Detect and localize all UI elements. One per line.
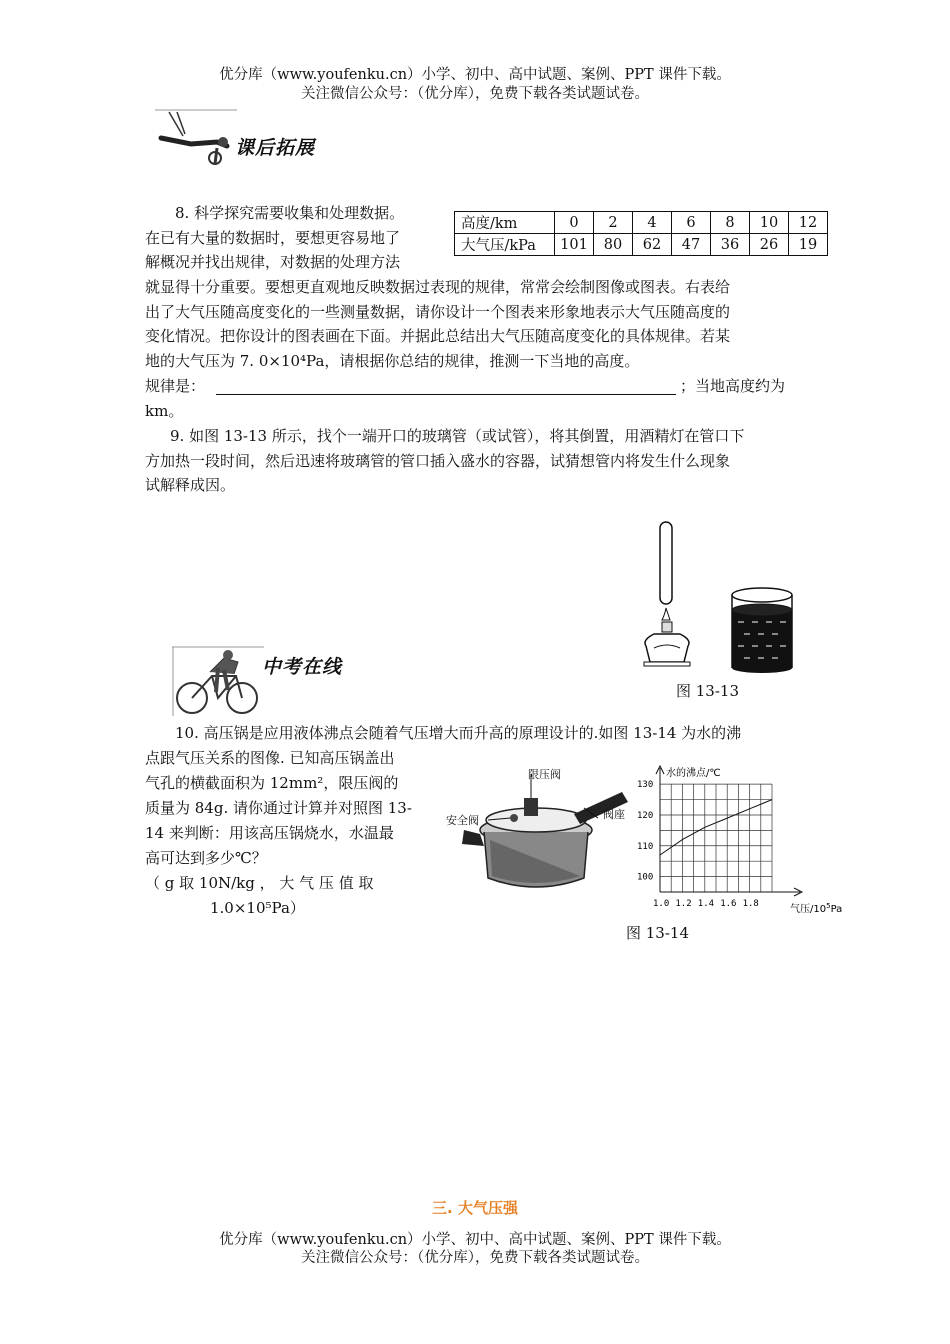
q8-line-1: 8. 科学探究需要收集和处理数据。 — [175, 204, 405, 222]
q8-rule-label: 规律是： — [145, 377, 206, 395]
table-cell: 4 — [633, 212, 672, 234]
q10-line-5: 14 来判断：用该高压锅烧水，水温最 — [145, 824, 394, 842]
chart-grid — [660, 784, 772, 892]
table-cell: 19 — [789, 234, 828, 256]
valve-seat-label: 阀座 — [603, 808, 625, 821]
q10-line-4: 质量为 84g. 请你通过计算并对照图 13- — [145, 799, 412, 817]
table-header-height: 高度/km — [455, 212, 555, 234]
q9-line-2: 方加热一段时间，然后迅速将玻璃管的管口插入盛水的容器，试猜想管内将发生什么现象 — [145, 452, 731, 470]
q10-line-6: 高可达到多少℃？ — [145, 849, 267, 867]
x-tick-label: 1.2 — [675, 899, 692, 909]
q9-line-3: 试解释成因。 — [145, 476, 236, 494]
x-tick-label: 1.6 — [720, 899, 737, 909]
table-cell: 0 — [555, 212, 594, 234]
pressure-height-table — [454, 211, 828, 256]
section-title-exam: 中考在线 — [262, 656, 343, 678]
footer-line-1: 优分库（www.youfenku.cn）小学、初中、高中试题、案例、PPT 课件下载。 — [219, 1232, 731, 1248]
table-cell: 101 — [555, 234, 594, 256]
y-tick-label: 120 — [637, 810, 654, 821]
valve-label: 限压阀 — [528, 768, 561, 781]
q8-line-6: 变化情况。把你设计的图表画在下面。并据此总结出大气压随高度变化的具体规律。若某 — [145, 327, 731, 345]
q8-line-2: 在已有大量的数据时，要想更容易地了 — [145, 229, 401, 247]
header-line-1: 优分库（www.youfenku.cn）小学、初中、高中试题、案例、PPT 课件下载。 — [219, 67, 731, 83]
q10-line-3: 气孔的横截面积为 12mm²，限压阀的 — [145, 774, 399, 792]
table-cell: 47 — [672, 234, 711, 256]
table-row-pressure — [455, 234, 828, 256]
table-cell: 2 — [594, 212, 633, 234]
q10-line-7: （ g 取 10N/kg ， 大 气 压 值 取 — [145, 874, 374, 892]
table-cell: 36 — [711, 234, 750, 256]
figure-13-13 — [632, 518, 812, 676]
table-row-height — [455, 212, 828, 234]
q10-line-2: 点跟气压关系的图像. 已知高压锅盖出 — [145, 749, 395, 767]
chart-xlabel: 气压$/10^5Pa$ — [790, 902, 843, 915]
figure-13-13-caption: 图 13-13 — [676, 682, 740, 700]
figure-13-14-caption: 图 13-14 — [626, 924, 690, 942]
chapter-title: 三. 大气压强 — [432, 1199, 518, 1217]
header-line-2: 关注微信公众号：（优分库），免费下载各类试题试卷。 — [301, 86, 649, 102]
q10-line-1: 10. 高压锅是应用液体沸点会随着气压增大而升高的原理设计的.如图 13-14 为水的沸 — [175, 724, 742, 742]
chart-ylabel: 水的沸点/℃ — [666, 768, 721, 779]
section-title-extension: 课后拓展 — [235, 137, 316, 159]
q8-line-3: 解概况并找出规律，对数据的处理方法 — [145, 253, 401, 271]
table-header-pressure: 大气压/kPa — [455, 234, 555, 256]
q8-line-4: 就显得十分重要。要想更直观地反映数据过表现的规律，常常会绘制图像或图表。右表给 — [145, 278, 731, 296]
rule-answer-blank[interactable] — [216, 394, 676, 395]
table-cell: 10 — [750, 212, 789, 234]
table-cell: 6 — [672, 212, 711, 234]
table-cell: 62 — [633, 234, 672, 256]
y-tick-label: 130 — [637, 780, 654, 791]
table-cell: 80 — [594, 234, 633, 256]
y-tick-label: 110 — [637, 841, 654, 852]
q9-line-1: 9. 如图 13-13 所示，找个一端开口的玻璃管（或试管），将其倒置，用酒精灯在管口下 — [170, 427, 745, 445]
boiling-point-chart — [628, 758, 848, 918]
q8-unit: km。 — [145, 402, 184, 420]
cyclist-illustration — [172, 646, 264, 716]
q10-line-8: 1.0×10⁵Pa） — [210, 899, 305, 917]
footer-line-2: 关注微信公众号：（优分库），免费下载各类试题试卷。 — [301, 1250, 649, 1266]
x-tick-label: 1.0 — [653, 899, 670, 909]
safety-valve-label: 安全阀 — [446, 814, 479, 827]
table-cell: 8 — [711, 212, 750, 234]
table-cell: 26 — [750, 234, 789, 256]
table-cell: 12 — [789, 212, 828, 234]
gymnast-illustration — [155, 108, 241, 180]
x-tick-label: 1.4 — [697, 899, 715, 909]
q8-line-7: 地的大气压为 7. 0×10⁴Pa，请根据你总结的规律，推测一下当地的高度。 — [145, 352, 640, 370]
x-tick-label: 1.8 — [742, 899, 759, 909]
q8-height-label: ；当地高度约为 — [680, 377, 786, 395]
q8-line-5: 出了大气压随高度变化的一些测量数据，请你设计一个图表来形象地表示大气压随高度的 — [145, 303, 731, 321]
y-tick-label: 100 — [637, 872, 654, 883]
